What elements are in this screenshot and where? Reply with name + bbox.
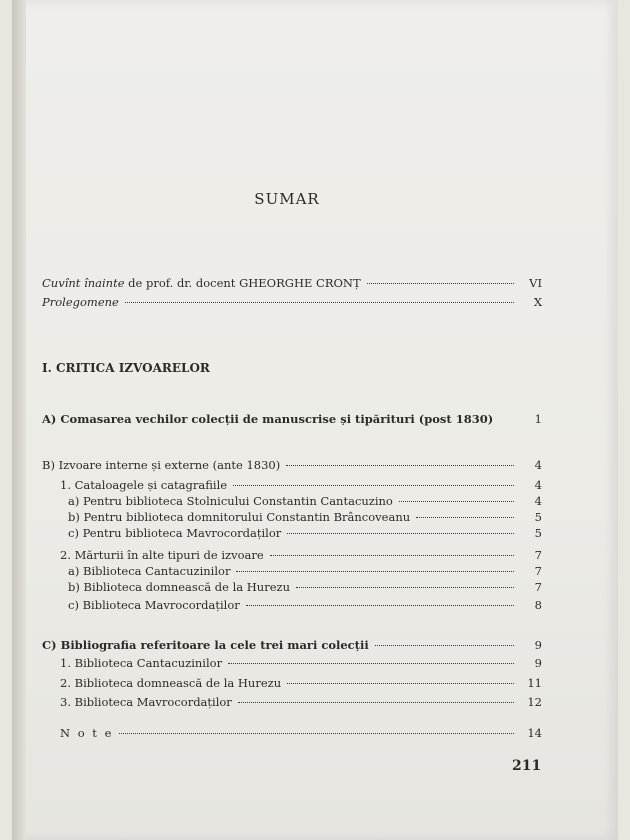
leader-dots xyxy=(270,555,514,556)
page-number: 5 xyxy=(534,510,542,524)
page-number: 4 xyxy=(534,458,542,472)
page-title: SUMAR xyxy=(254,190,320,208)
page-number: 1 xyxy=(534,412,542,426)
entry-label: 3. Biblioteca Mavrocordaților xyxy=(60,695,232,709)
entry-label: c) Pentru biblioteca Mavrocordaților xyxy=(68,526,282,540)
folio-number: 211 xyxy=(512,758,542,774)
toc-entry-prolegomene xyxy=(42,295,542,311)
toc-entry-B1 xyxy=(60,478,542,494)
section-heading: I. CRITICA IZVOARELOR xyxy=(42,361,210,375)
prolegomene-label: Prolegomene xyxy=(42,295,119,309)
page-number: X xyxy=(533,295,542,309)
toc-entry-B1c xyxy=(68,526,542,542)
leader-dots xyxy=(228,663,514,664)
leader-dots xyxy=(399,501,514,502)
toc-entry-A xyxy=(42,412,542,428)
leader-dots xyxy=(286,465,514,466)
toc-entry-B1b xyxy=(68,510,542,526)
page-number: 4 xyxy=(534,494,542,508)
entry-label: 2. Biblioteca domnească de la Hurezu xyxy=(60,676,282,690)
entry-label: A) Comasarea vechilor colecții de manuscrise și tipărituri (post 1830) xyxy=(42,412,494,426)
toc-entry-B2a xyxy=(68,564,542,580)
leader-dots xyxy=(287,533,514,534)
leader-dots xyxy=(246,605,514,606)
page-number: 7 xyxy=(534,564,542,578)
leader-dots xyxy=(119,733,514,734)
entry-label: 2. Mărturii în alte tipuri de izvoare xyxy=(60,548,264,562)
leader-dots xyxy=(287,683,514,684)
entry-label: a) Pentru biblioteca Stolnicului Constantin Cantacuzino xyxy=(68,494,393,508)
entry-label: 1. Cataloagele și catagrafiile xyxy=(60,478,228,492)
foreword-author: de prof. dr. docent GHEORGHE CRONȚ xyxy=(124,276,361,290)
page-number: 4 xyxy=(534,478,542,492)
leader-dots xyxy=(367,283,514,284)
toc-entry-B2c xyxy=(68,598,542,614)
foreword-label: Cuvînt înainte xyxy=(42,276,125,290)
toc-entry-B2b xyxy=(68,580,542,596)
page-number: 5 xyxy=(534,526,542,540)
leader-dots xyxy=(236,571,514,572)
leader-dots xyxy=(296,587,514,588)
entry-label: c) Biblioteca Mavrocordaților xyxy=(68,598,240,612)
page-number: VI xyxy=(529,276,542,290)
page-gutter xyxy=(12,0,26,840)
entry-label: b) Pentru biblioteca domnitorului Constantin Brâncoveanu xyxy=(68,510,411,524)
page-number: 7 xyxy=(534,580,542,594)
toc-entry-C2 xyxy=(60,676,542,692)
entry-label: b) Biblioteca domnească de la Hurezu xyxy=(68,580,290,594)
entry-label: B) Izvoare interne și externe (ante 1830) xyxy=(42,458,281,472)
entry-label: a) Biblioteca Cantacuzinilor xyxy=(68,564,231,578)
leader-dots xyxy=(233,485,514,486)
toc-entry-foreword xyxy=(42,276,542,292)
leader-dots xyxy=(375,645,514,646)
entry-label: C) Bibliografia referitoare la cele trei mari colecții xyxy=(42,638,369,652)
page-number: 12 xyxy=(527,695,542,709)
page-number: 8 xyxy=(534,598,542,612)
toc-entry-C3 xyxy=(60,695,542,711)
toc-entry-B2 xyxy=(60,548,542,564)
toc-entry-B1a xyxy=(68,494,542,510)
toc-entry-notes xyxy=(60,726,542,742)
leader-dots xyxy=(125,302,514,303)
toc-entry-C1 xyxy=(60,656,542,672)
entry-label: N o t e xyxy=(60,726,114,740)
leader-dots xyxy=(238,702,514,703)
page-number: 11 xyxy=(527,676,542,690)
leader-dots xyxy=(416,517,514,518)
toc-entry-C xyxy=(42,638,542,654)
page-number: 7 xyxy=(534,548,542,562)
page-number: 9 xyxy=(534,638,542,652)
page-number: 9 xyxy=(534,656,542,670)
entry-label: 1. Biblioteca Cantacuzinilor xyxy=(60,656,223,670)
page-number: 14 xyxy=(527,726,542,740)
book-page xyxy=(12,0,618,840)
toc-entry-B xyxy=(42,458,542,474)
